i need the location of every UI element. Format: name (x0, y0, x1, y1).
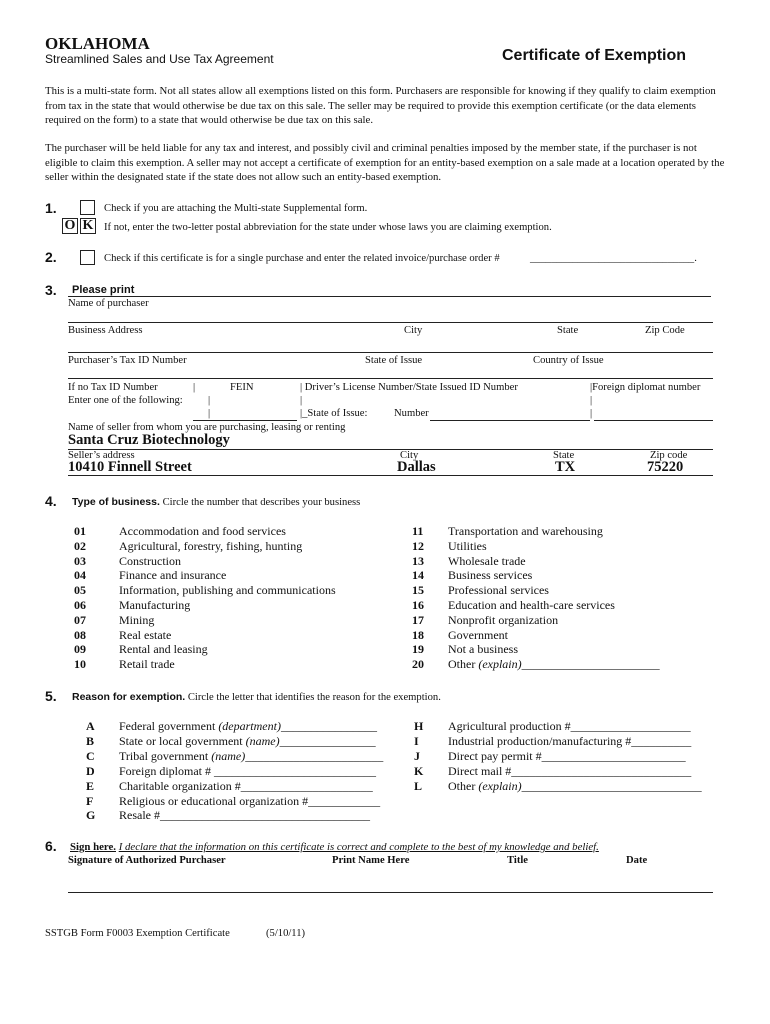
section-6-number: 6. (45, 838, 57, 854)
business-type-item[interactable] (74, 598, 190, 613)
business-type-code[interactable]: 09 (74, 642, 86, 657)
business-type-item[interactable] (74, 628, 171, 643)
purchaser-name-field[interactable] (68, 296, 711, 297)
exemption-reason-code[interactable]: E (86, 778, 95, 793)
exemption-reason-code[interactable]: C (86, 748, 95, 763)
business-type-item[interactable] (74, 554, 181, 569)
exemption-reason-item[interactable] (86, 794, 380, 809)
business-type-code[interactable]: 14 (412, 568, 424, 583)
supplemental-form-label: Check if you are attaching the Multi-state Supplemental form. (104, 203, 368, 214)
business-type-code[interactable]: 13 (412, 553, 424, 568)
intro-paragraph-2: The purchaser will be held liable for any tax and interest, and possibly civil and criminal penalties imposed by the member state, if the purchaser is not eligible to claim this exemption. A seller may not accept a certificate of exemption for an entity-based exemption on a sale made at a location operated by the seller within the designated state if the state does not allow such an entity-based exemption. (45, 142, 725, 183)
single-purchase-checkbox[interactable] (80, 250, 95, 265)
form-title: Certificate of Exemption (502, 47, 687, 64)
business-type-code[interactable]: 01 (74, 524, 86, 538)
business-type-item[interactable] (412, 613, 558, 628)
exemption-reason-code[interactable]: I (414, 733, 419, 748)
state-name: OKLAHOMA (45, 34, 150, 53)
exemption-reason-label: Agricultural production #____________________ (448, 719, 691, 733)
business-type-code[interactable]: 12 (412, 538, 424, 553)
tax-id-field[interactable] (68, 352, 713, 353)
business-type-label: Construction (119, 553, 181, 568)
seller-state-label: State (553, 450, 575, 461)
declaration-line (70, 841, 599, 853)
state-of-issue-2-label: |_State of Issue: (300, 408, 368, 419)
no-tax-id-label: If no Tax ID Number (68, 382, 158, 393)
tax-id-label: Purchaser’s Tax ID Number (68, 355, 187, 366)
name-of-purchaser-label: Name of purchaser (68, 298, 149, 309)
exemption-reason-label: Federal government (department)________________ (119, 719, 377, 733)
exemption-reason-item[interactable] (86, 719, 377, 734)
business-type-label: Government (448, 627, 508, 642)
section-4-number: 4. (45, 493, 57, 509)
business-type-code[interactable]: 20 (412, 657, 424, 672)
seller-name-label: Name of seller from whom you are purchasing, leasing or renting (68, 422, 346, 433)
section-3-number: 3. (45, 282, 57, 298)
exemption-reason-label: Tribal government (name)_______________________ (119, 748, 384, 763)
business-type-item[interactable] (74, 568, 226, 583)
business-type-item[interactable] (74, 642, 208, 657)
business-type-item[interactable] (74, 657, 175, 672)
business-type-item[interactable] (412, 598, 615, 613)
section-1-number: 1. (45, 200, 57, 216)
form-subtitle: Streamlined Sales and Use Tax Agreement (45, 52, 274, 66)
number-label: Number (394, 408, 429, 419)
exemption-reason-label: Religious or educational organization #____________ (119, 793, 381, 808)
signature-label: Signature of Authorized Purchaser (68, 855, 226, 866)
exemption-reason-item[interactable] (414, 779, 702, 794)
seller-state-value[interactable]: TX (555, 459, 576, 475)
id-divider: | (590, 395, 593, 406)
supplemental-form-checkbox[interactable] (80, 200, 95, 215)
city-label: City (404, 325, 423, 336)
exemption-reason-code[interactable]: H (414, 719, 424, 733)
business-address-label: Business Address (68, 325, 143, 336)
section-2-number: 2. (45, 249, 57, 265)
exemption-reason-code[interactable]: L (414, 778, 423, 793)
reason-rest: Circle the letter that identifies the reason for the exemption. (187, 692, 441, 703)
business-type-label: Finance and insurance (119, 568, 227, 583)
business-type-item[interactable] (412, 642, 518, 657)
business-type-item[interactable] (412, 628, 508, 643)
exemption-reason-label: Industrial production/manufacturing #__________ (448, 733, 692, 748)
business-type-item[interactable] (412, 539, 487, 554)
business-type-code[interactable]: 05 (74, 583, 86, 598)
seller-city-value[interactable]: Dallas (397, 459, 436, 475)
section-5-number: 5. (45, 688, 57, 704)
exemption-reason-label: Foreign diplomat # ___________________________ (119, 763, 376, 778)
exemption-reason-item[interactable] (414, 749, 686, 764)
business-type-code[interactable]: 17 (412, 612, 424, 627)
seller-city-label: City (400, 450, 419, 461)
business-type-item[interactable] (412, 657, 660, 672)
foreign-diplomat-label: |Foreign diplomat number (590, 382, 701, 393)
state-label: State (557, 325, 579, 336)
declaration-text: I declare that the information on this certificate is correct and complete to the best of my knowledge and belief. (118, 841, 599, 853)
business-type-item[interactable] (74, 524, 286, 539)
single-purchase-label: Check if this certificate is for a single purchase and enter the related invoice/purchase order # (104, 253, 500, 264)
date-label: Date (626, 855, 648, 866)
business-type-label: Professional services (448, 583, 549, 598)
exemption-reason-code[interactable]: B (86, 733, 95, 748)
business-type-code[interactable]: 18 (412, 627, 424, 642)
state-abbrev-label: If not, enter the two-letter postal abbreviation for the state under whose laws you are claiming exemption. (104, 222, 552, 233)
reason-bold: Reason for exemption. (72, 691, 186, 703)
print-name-label: Print Name Here (332, 855, 410, 866)
type-of-business-rest: Circle the number that describes your business (162, 497, 361, 508)
intro-paragraph-1: This is a multi-state form. Not all states allow all exemptions listed on this form. Purchasers are responsible for knowing if they qualify to claim exemption from tax in the state that would otherwise be due tax on this sale. The seller may be required to provide this exemption certificate (or the data elements required on the form) to a state that would otherwise be due tax on this sale. (45, 85, 716, 126)
sign-here-label: Sign here. (70, 841, 116, 853)
exemption-reason-item[interactable] (86, 749, 383, 764)
business-type-code[interactable]: 07 (74, 612, 86, 627)
business-type-code[interactable]: 10 (74, 657, 86, 672)
please-print-label: Please print (72, 284, 135, 296)
business-type-label: Information, publishing and communications (119, 583, 336, 598)
seller-name-value[interactable]: Santa Cruz Biotechnology (68, 432, 230, 448)
state-letter-1-box[interactable]: O (62, 218, 78, 234)
fein-label: FEIN (230, 382, 254, 393)
business-type-item[interactable] (412, 583, 549, 598)
business-type-label: Real estate (119, 627, 172, 642)
business-type-label: Education and health-care services (448, 598, 615, 612)
signature-field[interactable] (68, 892, 713, 893)
exemption-reason-item[interactable] (86, 779, 373, 794)
business-type-code[interactable]: 04 (74, 568, 86, 583)
business-type-label: Wholesale trade (448, 553, 526, 568)
state-of-issue-label: State of Issue (365, 355, 423, 366)
id-divider: | (208, 408, 211, 419)
business-type-label: Accommodation and food services (119, 524, 286, 538)
business-type-label: Not a business (448, 642, 518, 657)
business-type-item[interactable] (74, 613, 154, 628)
form-id: SSTGB Form F0003 Exemption Certificate (45, 928, 230, 939)
exemption-reason-label: State or local government (name)________________ (119, 733, 376, 748)
title-label: Title (507, 855, 528, 866)
business-type-code[interactable]: 11 (412, 524, 424, 538)
seller-address-rule (68, 475, 713, 476)
exemption-reason-label: Direct pay permit #________________________ (448, 748, 686, 763)
exemption-reason-code[interactable]: D (86, 763, 95, 778)
invoice-number-field[interactable]: _______________________________. (530, 253, 697, 264)
exemption-reason-code[interactable]: K (414, 763, 424, 778)
business-type-code[interactable]: 08 (74, 627, 86, 642)
type-of-business-bold: Type of business. (72, 496, 160, 508)
exemption-reason-item[interactable] (414, 764, 691, 779)
business-type-code[interactable]: 06 (74, 598, 86, 612)
business-type-item[interactable] (74, 539, 302, 554)
business-type-label: Manufacturing (119, 598, 191, 612)
business-type-label: Rental and leasing (119, 642, 208, 657)
exemption-reason-code[interactable]: F (86, 793, 94, 808)
exemption-reason-item[interactable] (86, 764, 376, 779)
business-type-label: Nonprofit organization (448, 612, 559, 627)
exemption-reason-label: Other (explain)______________________________ (448, 778, 702, 793)
business-type-label: Retail trade (119, 657, 175, 672)
reason-heading (72, 691, 441, 703)
business-type-item[interactable] (412, 554, 526, 569)
business-type-label: Transportation and warehousing (448, 524, 603, 538)
id-divider: | (590, 408, 593, 419)
business-type-code[interactable]: 15 (412, 583, 424, 598)
zip-code-label: Zip Code (645, 325, 685, 336)
business-type-code[interactable]: 03 (74, 553, 86, 568)
exemption-reason-code[interactable]: J (414, 748, 420, 763)
exemption-reason-code[interactable]: G (86, 808, 96, 823)
exemption-reason-label: Direct mail #______________________________ (448, 763, 692, 778)
id-divider: | (193, 382, 196, 393)
business-type-code[interactable]: 16 (412, 598, 424, 612)
business-type-label: Other (explain)_______________________ (448, 657, 660, 672)
enter-one-label: Enter one of the following: (68, 395, 183, 406)
seller-name-rule (68, 449, 713, 450)
id-divider: | (300, 395, 303, 406)
seller-address-label: Seller’s address (68, 450, 135, 461)
exemption-reason-item[interactable] (414, 719, 691, 734)
business-type-code[interactable]: 02 (74, 538, 86, 553)
business-address-field[interactable] (68, 322, 713, 323)
business-type-code[interactable]: 19 (412, 642, 424, 657)
business-type-item[interactable] (74, 583, 336, 598)
form-revision: (5/10/11) (266, 928, 306, 939)
id-divider: | (208, 395, 211, 406)
state-letter-2-box[interactable]: K (80, 218, 96, 234)
exemption-reason-item[interactable] (86, 734, 376, 749)
exemption-reason-label: Charitable organization #______________________ (119, 778, 373, 793)
country-of-issue-label: Country of Issue (533, 355, 604, 366)
type-of-business-heading (72, 496, 360, 508)
foreign-diplomat-field[interactable] (594, 420, 713, 421)
business-type-label: Utilities (448, 538, 487, 553)
business-type-label: Agricultural, forestry, fishing, hunting (119, 538, 303, 553)
fein-field[interactable] (193, 420, 297, 421)
business-type-label: Mining (119, 612, 155, 627)
exemption-reason-label: Resale #___________________________________ (119, 808, 370, 823)
business-type-item[interactable] (412, 568, 532, 583)
exemption-reason-item[interactable] (414, 734, 691, 749)
seller-zip-label: Zip code (650, 450, 688, 461)
business-type-label: Business services (448, 568, 533, 583)
exemption-reason-code[interactable]: A (86, 719, 95, 733)
seller-address-value[interactable]: 10410 Finnell Street (68, 459, 192, 475)
business-type-item[interactable] (412, 524, 603, 539)
drivers-license-label: | Driver’s License Number/State Issued ID Number (300, 382, 518, 393)
seller-zip-value[interactable]: 75220 (647, 459, 684, 475)
exemption-reason-item[interactable] (86, 808, 370, 823)
drivers-license-field[interactable] (430, 420, 590, 421)
id-row-top-rule (68, 378, 713, 379)
